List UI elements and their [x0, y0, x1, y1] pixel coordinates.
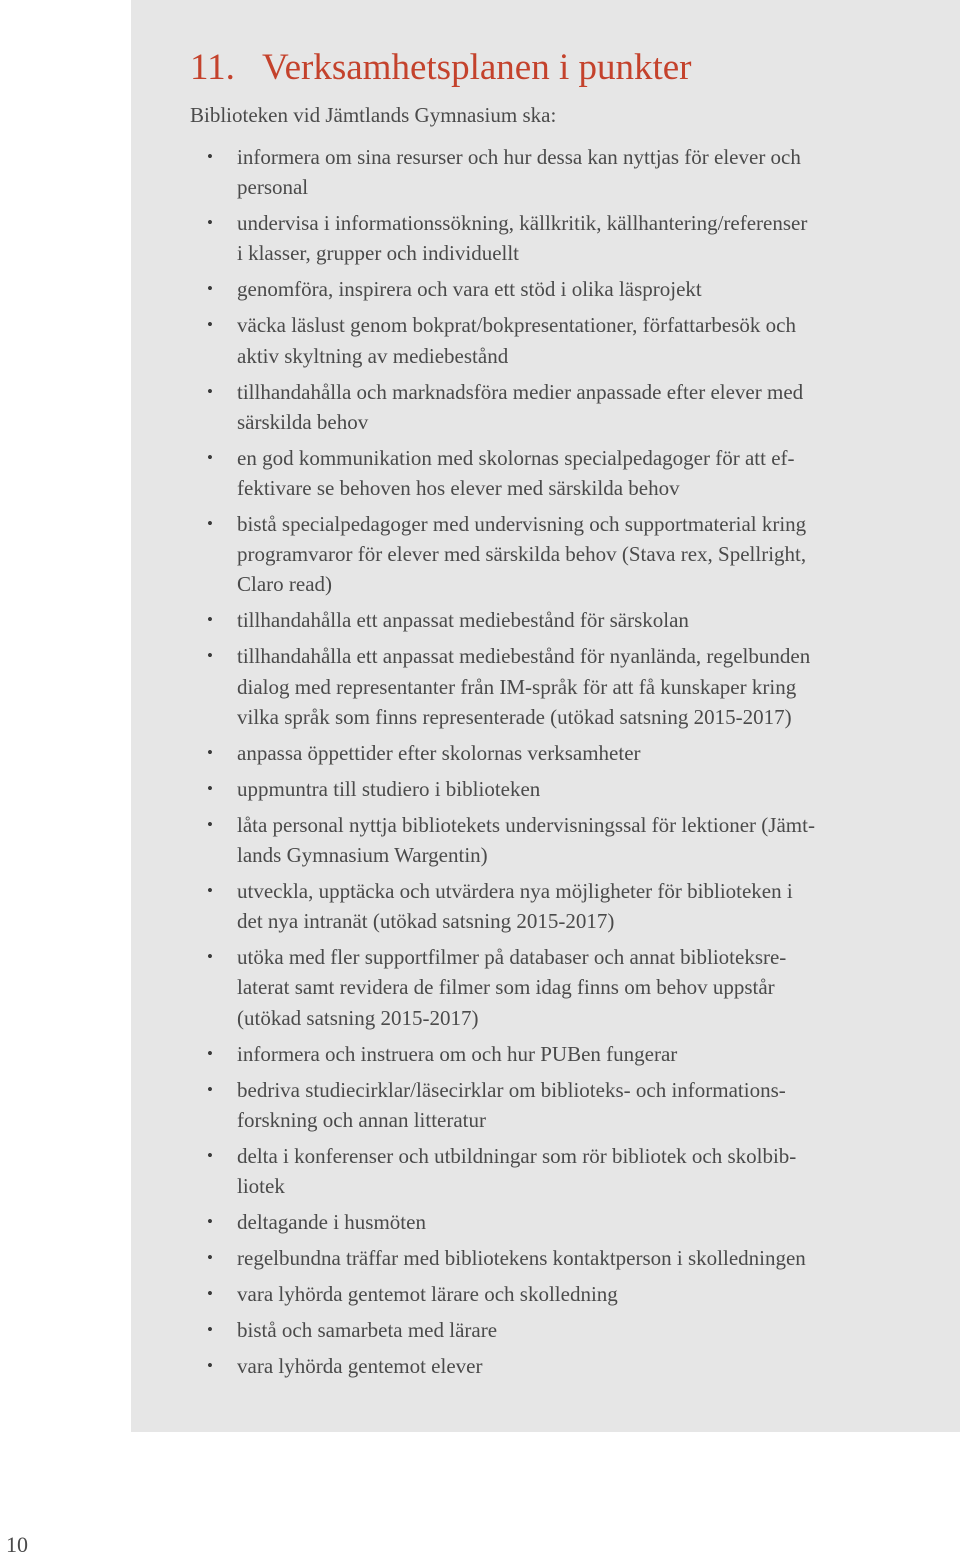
page-number: 10: [6, 1532, 28, 1557]
list-item: [207, 605, 905, 635]
list-item-line: deltagande i husmöten: [237, 1210, 426, 1235]
list-item: [207, 509, 905, 600]
list-item: [207, 377, 905, 437]
section-title: Verksamhetsplanen i punkter: [262, 47, 692, 88]
list-item-line: personal: [237, 175, 309, 200]
list-item-line: aktiv skyltning av mediebestånd: [237, 343, 509, 368]
list-item: [207, 1243, 905, 1273]
list-item-line: laterat samt revidera de filmer som idag finns om behov uppstår: [237, 975, 775, 1000]
plan-bullet-list: [207, 142, 905, 1387]
bullet-icon: •: [207, 1320, 213, 1340]
list-item-line: informera och instruera om och hur PUBen fungerar: [237, 1041, 678, 1066]
bullet-icon: •: [207, 1284, 213, 1304]
list-item: [207, 1075, 905, 1135]
list-item-line: bistå specialpedagoger med undervisning och supportmaterial kring: [237, 512, 807, 537]
list-item-line: genomföra, inspirera och vara ett stöd i olika läsprojekt: [237, 277, 702, 302]
list-item-line: bistå och samarbeta med lärare: [237, 1318, 498, 1343]
bullet-icon: •: [207, 1079, 213, 1099]
list-item-line: utöka med fler supportfilmer på databaser och annat biblioteksre-: [237, 945, 787, 970]
list-item: [207, 774, 905, 804]
list-item-line: vilka språk som finns representerade (utökad satsning 2015-2017): [237, 704, 792, 729]
list-item-line: regelbundna träffar med bibliotekens kontaktperson i skolledningen: [237, 1246, 806, 1271]
list-item: [207, 1315, 905, 1345]
bullet-icon: •: [207, 381, 213, 401]
list-item-line: bedriva studiecirklar/läsecirklar om biblioteks- och informations-: [237, 1077, 786, 1102]
list-item: [207, 1141, 905, 1201]
list-item: [207, 1279, 905, 1309]
list-item: [207, 1039, 905, 1069]
list-item-line: forskning och annan litteratur: [237, 1107, 487, 1132]
list-item: [207, 208, 905, 268]
list-item-line: i klasser, grupper och individuellt: [237, 241, 520, 266]
list-item-line: uppmuntra till studiero i biblioteken: [237, 776, 541, 801]
list-item-line: en god kommunikation med skolornas specialpedagoger för att ef-: [237, 445, 795, 470]
list-item-line: delta i konferenser och utbildningar som rör bibliotek och skolbib-: [237, 1143, 797, 1168]
list-item: [207, 876, 905, 936]
bullet-icon: •: [207, 1356, 213, 1376]
bullet-icon: •: [207, 279, 213, 299]
list-item: [207, 810, 905, 870]
bullet-icon: •: [207, 447, 213, 467]
list-item: [207, 443, 905, 503]
list-item-line: liotek: [237, 1174, 285, 1199]
bullet-icon: •: [207, 147, 213, 166]
list-item-line: fektivare se behoven hos elever med särskilda behov: [237, 476, 680, 501]
list-item-line: utveckla, upptäcka och utvärdera nya möjligheter för biblioteken i: [237, 879, 793, 904]
list-item-line: tillhandahålla ett anpassat mediebestånd för nyanlända, regelbunden: [237, 644, 811, 669]
list-item: [207, 738, 905, 768]
bullet-icon: •: [207, 610, 213, 630]
bullet-icon: •: [207, 213, 213, 233]
bullet-icon: •: [207, 646, 213, 666]
list-item-line: det nya intranät (utökad satsning 2015-2017): [237, 909, 615, 934]
bullet-icon: •: [207, 814, 213, 834]
list-item-line: tillhandahålla ett anpassat mediebestånd för särskolan: [237, 608, 689, 633]
list-item-line: vara lyhörda gentemot lärare och skolledning: [237, 1282, 618, 1307]
list-item: [207, 1207, 905, 1237]
list-item-line: väcka läslust genom bokprat/bokpresentationer, författarbesök och: [237, 313, 796, 338]
list-item-line: särskilda behov: [237, 409, 369, 434]
list-item: [207, 641, 905, 732]
list-item-line: anpassa öppettider efter skolornas verksamheter: [237, 740, 641, 765]
bullet-icon: •: [207, 1212, 213, 1232]
bullet-icon: •: [207, 881, 213, 901]
bullet-icon: •: [207, 778, 213, 798]
list-item: [207, 274, 905, 304]
list-item-line: programvaror för elever med särskilda behov (Stava rex, Spellright,: [237, 542, 807, 567]
bullet-icon: •: [207, 315, 213, 335]
list-item-line: Claro read): [237, 572, 333, 597]
bullet-icon: •: [207, 1145, 213, 1165]
list-item-line: tillhandahålla och marknadsföra medier anpassade efter elever med: [237, 379, 804, 404]
list-item: [207, 942, 905, 1033]
bullet-icon: •: [207, 742, 213, 762]
list-item-line: (utökad satsning 2015-2017): [237, 1005, 479, 1030]
list-item-line: dialog med representanter från IM-språk för att få kunskaper kring: [237, 674, 797, 699]
section-number: 11.: [190, 47, 235, 88]
list-item-line: lands Gymnasium Wargentin): [237, 843, 488, 868]
intro-text: Biblioteken vid Jämtlands Gymnasium ska:: [190, 103, 557, 127]
section-heading: [190, 44, 692, 92]
bullet-icon: •: [207, 947, 213, 967]
bullet-icon: •: [207, 1043, 213, 1063]
list-item: [207, 142, 905, 202]
list-item-line: informera om sina resurser och hur dessa kan nyttjas för elever och: [237, 145, 801, 169]
list-item: [207, 1351, 905, 1381]
list-item-line: låta personal nyttja bibliotekets undervisningssal för lektioner (Jämt-: [237, 812, 815, 837]
bullet-icon: •: [207, 1248, 213, 1268]
list-item-line: vara lyhörda gentemot elever: [237, 1354, 483, 1379]
list-item-line: undervisa i informationssökning, källkritik, källhantering/referenser: [237, 211, 808, 236]
list-item: [207, 310, 905, 370]
bullet-icon: •: [207, 514, 213, 534]
